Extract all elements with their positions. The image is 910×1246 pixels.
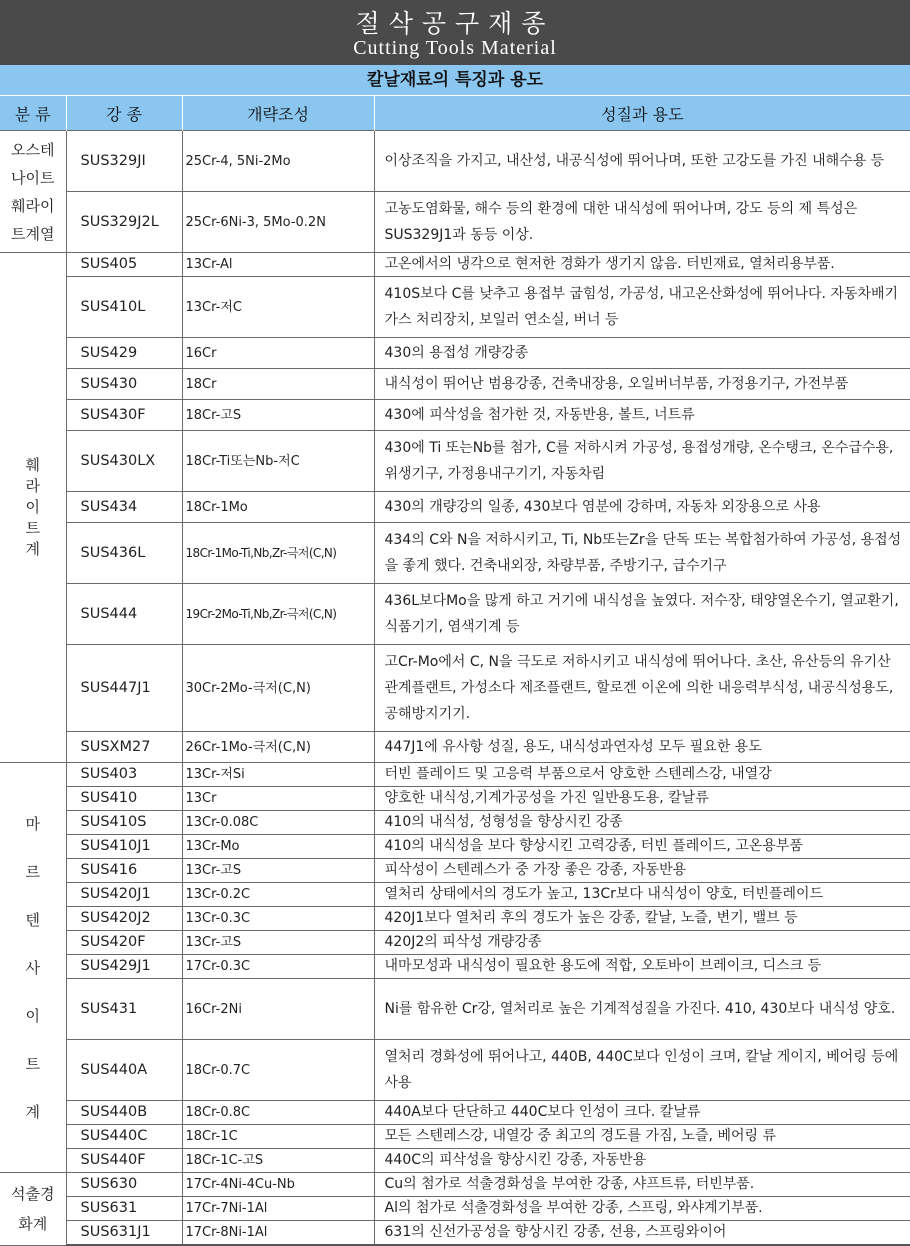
column-header-property: 성질과 용도 (374, 96, 910, 131)
composition-cell: 16Cr (182, 338, 374, 369)
property-cell: 436L보다Mo을 많게 하고 거기에 내식성을 높였다. 저수장, 태양열온수기, 열교환기, 식품기기, 염색기계 등 (374, 584, 910, 645)
grade-cell: SUS630 (66, 1173, 182, 1197)
composition-cell: 25Cr-4, 5Ni-2Mo (182, 131, 374, 192)
property-cell: 고농도염화물, 해수 등의 환경에 대한 내식성에 뛰어나며, 강도 등의 제 특성은SUS329J1과 동등 이상. (374, 192, 910, 253)
table-row (0, 338, 910, 369)
property-cell: Ni를 함유한 Cr강, 열처리로 높은 기계적성질을 가진다. 410, 430보다 내식성 양호. (374, 979, 910, 1040)
table-row (0, 253, 910, 277)
group-label: 마르텐사이트계 (0, 763, 66, 1173)
grade-cell: SUS436L (66, 523, 182, 584)
table-row (0, 1101, 910, 1125)
header-banner (0, 0, 910, 65)
composition-cell: 18Cr-1Mo-Ti,Nb,Zr-극저(C,N) (182, 523, 374, 584)
grade-cell: SUS447J1 (66, 645, 182, 732)
table-header-row (0, 96, 910, 131)
composition-cell: 13Cr-0.2C (182, 883, 374, 907)
grade-cell: SUS410 (66, 787, 182, 811)
grade-cell: SUS429J1 (66, 955, 182, 979)
table-row (0, 369, 910, 400)
grade-cell: SUS420J1 (66, 883, 182, 907)
property-cell: 447J1에 유사항 성질, 용도, 내식성과연자성 모두 필요한 용도 (374, 732, 910, 763)
table-row (0, 907, 910, 931)
title-korean: 절삭공구재종 (355, 9, 555, 38)
property-cell: 고온에서의 냉각으로 현저한 경화가 생기지 않음. 터빈재료, 열처리용부품. (374, 253, 910, 277)
grade-cell: SUSXM27 (66, 732, 182, 763)
property-cell: 내식성이 뛰어난 범용강종, 건축내장용, 오일버너부품, 가정용기구, 가전부품 (374, 369, 910, 400)
composition-cell: 18Cr-고S (182, 400, 374, 431)
grade-cell: SUS429 (66, 338, 182, 369)
grade-cell: SUS329J2L (66, 192, 182, 253)
grade-cell: SUS405 (66, 253, 182, 277)
grade-cell: SUS410J1 (66, 835, 182, 859)
composition-cell: 18Cr-1Mo (182, 492, 374, 523)
table-row (0, 400, 910, 431)
table-row (0, 492, 910, 523)
table-row (0, 645, 910, 732)
property-cell: 430의 용접성 개량강종 (374, 338, 910, 369)
grade-cell: SUS420J2 (66, 907, 182, 931)
composition-cell: 13Cr-Mo (182, 835, 374, 859)
property-cell: 410S보다 C를 낮추고 용접부 굽힘성, 가공성, 내고온산화성에 뛰어나다. 자동차배기가스 처리장치, 보일러 연소실, 버너 등 (374, 277, 910, 338)
group-label: 훼라이트계 (0, 253, 66, 763)
property-cell: 터빈 플레이드 및 고응력 부품으로서 양호한 스텐레스강, 내열강 (374, 763, 910, 787)
composition-cell: 13Cr-고S (182, 859, 374, 883)
column-header-grade: 강 종 (66, 96, 182, 131)
composition-cell: 18Cr-1C (182, 1125, 374, 1149)
grade-cell: SUS444 (66, 584, 182, 645)
composition-cell: 13Cr (182, 787, 374, 811)
property-cell: 피삭성이 스텐레스가 중 가장 좋은 강종, 자동반용 (374, 859, 910, 883)
table-row (0, 931, 910, 955)
composition-cell: 19Cr-2Mo-Ti,Nb,Zr-극저(C,N) (182, 584, 374, 645)
group-label: 오스테나이트훼라이트계열 (0, 131, 66, 253)
table-row (0, 1149, 910, 1173)
composition-cell: 18Cr-0.7C (182, 1040, 374, 1101)
table-row (0, 131, 910, 192)
grade-cell: SUS430LX (66, 431, 182, 492)
table-row (0, 979, 910, 1040)
grade-cell: SUS416 (66, 859, 182, 883)
grade-cell: SUS631J1 (66, 1221, 182, 1246)
composition-cell: 18Cr-Ti또는Nb-저C (182, 431, 374, 492)
property-cell: 430에 피삭성을 첨가한 것, 자동반용, 볼트, 너트류 (374, 400, 910, 431)
grade-cell: SUS430F (66, 400, 182, 431)
table-row (0, 1125, 910, 1149)
table-row (0, 1040, 910, 1101)
column-header-category: 분 류 (0, 96, 66, 131)
table-row (0, 763, 910, 787)
grade-cell: SUS420F (66, 931, 182, 955)
group-label: 석출경화계 (0, 1173, 66, 1246)
grade-cell: SUS329JI (66, 131, 182, 192)
table-row (0, 732, 910, 763)
grade-cell: SUS631 (66, 1197, 182, 1221)
composition-cell: 17Cr-8Ni-1Al (182, 1221, 374, 1246)
grade-cell: SUS410S (66, 811, 182, 835)
property-cell: Al의 첨가로 석출경화성을 부여한 강종, 스프링, 와샤계기부품. (374, 1197, 910, 1221)
table-row (0, 523, 910, 584)
table-row (0, 1173, 910, 1197)
composition-cell: 16Cr-2Ni (182, 979, 374, 1040)
steel-grade-table (0, 96, 910, 1246)
grade-cell: SUS440F (66, 1149, 182, 1173)
composition-cell: 18Cr-0.8C (182, 1101, 374, 1125)
title-english: Cutting Tools Material (353, 37, 557, 59)
property-cell: 430에 Ti 또는Nb를 첨가, C를 저하시켜 가공성, 용접성개량, 온수탱크, 온수급수용, 위생기구, 가정용내구기기, 자동차림 (374, 431, 910, 492)
composition-cell: 17Cr-0.3C (182, 955, 374, 979)
grade-cell: SUS403 (66, 763, 182, 787)
grade-cell: SUS431 (66, 979, 182, 1040)
composition-cell: 13Cr-Al (182, 253, 374, 277)
property-cell: 열처리 경화성에 뛰어나고, 440B, 440C보다 인성이 크며, 칼날 게이지, 베어링 등에 사용 (374, 1040, 910, 1101)
property-cell: 내마모성과 내식성이 필요한 용도에 적합, 오토바이 브레이크, 디스크 등 (374, 955, 910, 979)
property-cell: 열처리 상태에서의 경도가 높고, 13Cr보다 내식성이 양호, 터빈플레이드 (374, 883, 910, 907)
table-row (0, 787, 910, 811)
property-cell: 420J2의 피삭성 개량강종 (374, 931, 910, 955)
table-row (0, 811, 910, 835)
property-cell: 이상조직을 가지고, 내산성, 내공식성에 뛰어나며, 또한 고강도를 가진 내해수용 등 (374, 131, 910, 192)
composition-cell: 17Cr-4Ni-4Cu-Nb (182, 1173, 374, 1197)
composition-cell: 18Cr (182, 369, 374, 400)
composition-cell: 26Cr-1Mo-극저(C,N) (182, 732, 374, 763)
composition-cell: 13Cr-저Si (182, 763, 374, 787)
grade-cell: SUS440A (66, 1040, 182, 1101)
property-cell: 양호한 내식성,기계가공성을 가진 일반용도용, 칼날류 (374, 787, 910, 811)
composition-cell: 13Cr-0.08C (182, 811, 374, 835)
table-row (0, 192, 910, 253)
property-cell: 440C의 피삭성을 향상시킨 강종, 자동반용 (374, 1149, 910, 1173)
grade-cell: SUS430 (66, 369, 182, 400)
property-cell: 고Cr-Mo에서 C, N을 극도로 저하시키고 내식성에 뛰어나다. 초산, 유산등의 유기산 관계플랜트, 가성소다 제조플랜트, 할로겐 이온에 의한 내응력부식성, 내공식성용도, 공해방지기기. (374, 645, 910, 732)
column-header-composition: 개략조성 (182, 96, 374, 131)
table-row (0, 859, 910, 883)
composition-cell: 13Cr-0.3C (182, 907, 374, 931)
table-row (0, 955, 910, 979)
composition-cell: 13Cr-저C (182, 277, 374, 338)
table-row (0, 835, 910, 859)
table-row (0, 1197, 910, 1221)
composition-cell: 25Cr-6Ni-3, 5Mo-0.2N (182, 192, 374, 253)
table-row (0, 584, 910, 645)
property-cell: 모든 스텐레스강, 내열강 중 최고의 경도를 가짐, 노즐, 베어링 류 (374, 1125, 910, 1149)
table-row (0, 277, 910, 338)
grade-cell: SUS440C (66, 1125, 182, 1149)
property-cell: 631의 신선가공성을 향상시킨 강종, 선용, 스프링와이어 (374, 1221, 910, 1246)
composition-cell: 17Cr-7Ni-1Al (182, 1197, 374, 1221)
composition-cell: 18Cr-1C-고S (182, 1149, 374, 1173)
property-cell: Cu의 첨가로 석출경화성을 부여한 강종, 샤프트류, 터빈부품. (374, 1173, 910, 1197)
property-cell: 410의 내식성, 성형성을 향상시킨 강종 (374, 811, 910, 835)
property-cell: 430의 개량강의 일종, 430보다 염분에 강하며, 자동차 외장용으로 사용 (374, 492, 910, 523)
table-row (0, 883, 910, 907)
grade-cell: SUS410L (66, 277, 182, 338)
composition-cell: 30Cr-2Mo-극저(C,N) (182, 645, 374, 732)
composition-cell: 13Cr-고S (182, 931, 374, 955)
grade-cell: SUS440B (66, 1101, 182, 1125)
table-row (0, 1221, 910, 1246)
property-cell: 420J1보다 열처리 후의 경도가 높은 강종, 칼날, 노즐, 변기, 밸브 등 (374, 907, 910, 931)
property-cell: 440A보다 단단하고 440C보다 인성이 크다. 칼날류 (374, 1101, 910, 1125)
table-subtitle: 칼날재료의 특징과 용도 (0, 65, 910, 96)
property-cell: 434의 C와 N을 저하시키고, Ti, Nb또는Zr을 단독 또는 복합첨가하여 가공성, 용접성을 좋게 했다. 건축내외장, 차량부품, 주방기구, 급수기구 (374, 523, 910, 584)
table-row (0, 431, 910, 492)
grade-cell: SUS434 (66, 492, 182, 523)
property-cell: 410의 내식성을 보다 향상시킨 고력강종, 터빈 플레이드, 고온용부품 (374, 835, 910, 859)
